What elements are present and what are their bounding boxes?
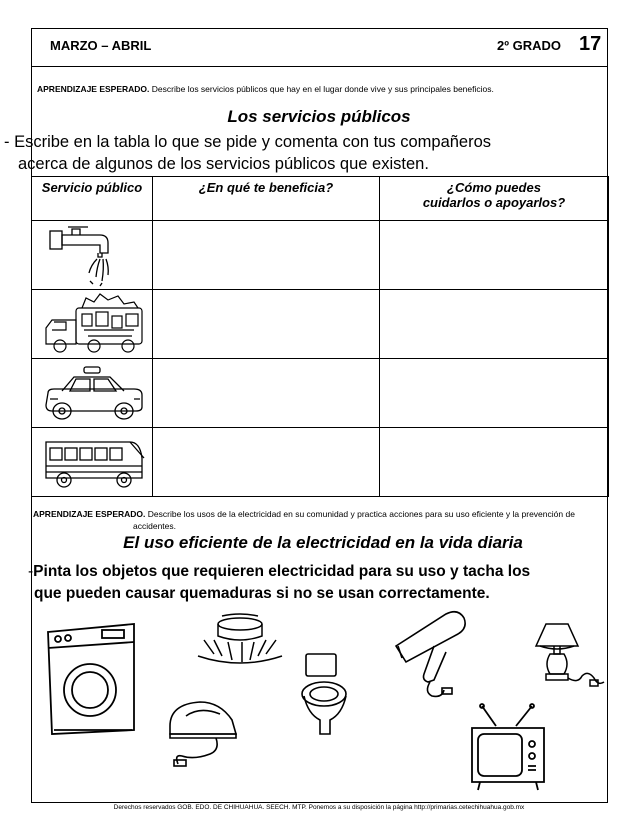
care-cell[interactable]	[380, 221, 609, 290]
instruction-servicios	[4, 131, 624, 175]
table-lamp-icon[interactable]	[520, 616, 606, 702]
learning-objective-text-cont: accidentes.	[133, 521, 176, 531]
header-cuidado-line1: ¿Cómo puedes	[447, 180, 541, 195]
table-row	[32, 290, 609, 359]
instruction-line: - Escribe en la tabla lo que se pide y comenta con tus compañeros	[4, 133, 492, 151]
clothes-iron-icon[interactable]	[160, 686, 260, 770]
benefit-cell[interactable]	[153, 221, 380, 290]
section-title-electricidad: El uso eficiente de la electricidad en la vida diaria	[123, 533, 523, 552]
section-title-servicios: Los servicios públicos	[227, 107, 411, 126]
page-number: 17	[579, 33, 602, 55]
table-row	[32, 221, 609, 290]
care-cell[interactable]	[380, 428, 609, 497]
television-icon[interactable]	[460, 700, 556, 794]
learning-objective-label: APRENDIZAJE ESPERADO.	[33, 509, 146, 519]
instruction-dash: -	[28, 563, 34, 580]
header-cuidado-line2: cuidarlos o apoyarlos?	[422, 195, 566, 210]
header-servicio: Servicio público	[32, 177, 153, 221]
period-label: MARZO – ABRIL	[50, 38, 152, 53]
service-image-cell	[32, 428, 153, 497]
care-cell[interactable]	[380, 359, 609, 428]
hair-dryer-icon[interactable]	[386, 606, 482, 700]
divider	[31, 66, 608, 67]
washing-machine-icon[interactable]	[40, 618, 144, 736]
header-cuidado	[380, 177, 609, 221]
table-row	[32, 359, 609, 428]
learning-objective-2	[33, 508, 575, 532]
care-cell[interactable]	[380, 290, 609, 359]
learning-objective-label: APRENDIZAJE ESPERADO.	[37, 84, 150, 94]
instruction-electricidad	[28, 561, 628, 605]
service-image-cell	[32, 221, 153, 290]
learning-objective-text: Describe los servicios públicos que hay en el lugar donde vive y sus principales beneficios.	[151, 84, 494, 94]
learning-objective-text: Describe los usos de la electricidad en su comunidad y practica acciones para su uso eficiente y la prevención de	[147, 509, 575, 519]
footer-copyright: Derechos reservados GOB. EDO. DE CHIHUAHUA. SEECH. MTP. Ponemos a su disposición la página http://primarias.cetechihuahua.gob.mx	[113, 804, 525, 811]
table-row	[32, 428, 609, 497]
instruction-line: que pueden causar quemaduras si no se usan correctamente.	[34, 585, 490, 602]
learning-objective-1	[37, 84, 494, 94]
services-table	[31, 176, 609, 497]
toilet-icon[interactable]	[292, 650, 356, 738]
benefit-cell[interactable]	[153, 428, 380, 497]
school-bus-icon	[32, 428, 152, 496]
water-faucet-icon	[32, 221, 152, 289]
instruction-line	[28, 561, 628, 583]
instruction-text: Pinta los objetos que requieren electricidad para su uso y tacha los	[33, 563, 531, 580]
benefit-cell[interactable]	[153, 290, 380, 359]
header-beneficio: ¿En qué te beneficia?	[153, 177, 380, 221]
table-header-row	[32, 177, 609, 221]
gas-stove-burner-icon[interactable]	[192, 610, 288, 672]
service-image-cell	[32, 290, 153, 359]
instruction-line: acerca de algunos de los servicios públicos que existen.	[18, 155, 429, 173]
service-image-cell	[32, 359, 153, 428]
police-car-icon	[32, 359, 152, 427]
benefit-cell[interactable]	[153, 359, 380, 428]
garbage-truck-icon	[32, 290, 152, 358]
grade-label: 2º GRADO	[497, 38, 561, 53]
